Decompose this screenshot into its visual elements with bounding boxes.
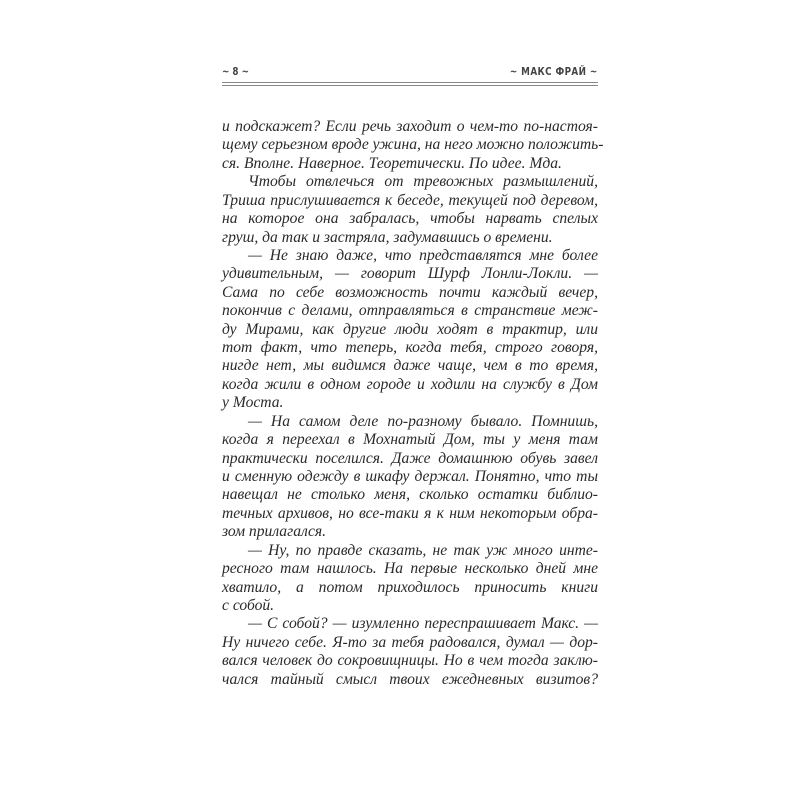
- text-line: щему серьезном вроде ужина, на него можно положить-: [222, 136, 604, 154]
- text-line: покончив с делами, отправляться в странствие меж-: [222, 302, 598, 320]
- page-body-text: [222, 118, 604, 689]
- text-line: когда жили в одном городе и ходили на службу в Дом: [222, 375, 598, 393]
- text-line: с собой.: [222, 596, 275, 614]
- text-line: навещал не столько меня, сколько остатки библио-: [222, 486, 598, 504]
- text-line: и подскажет? Если речь заходит о чем-то по-настоя-: [222, 118, 598, 135]
- text-line: груш, да так и застряла, задумавшись о времени.: [222, 228, 553, 246]
- text-line: практически поселился. Даже домашнюю обувь завел: [222, 449, 598, 467]
- text-line: — С собой? — изумленно переспрашивает Макс. —: [248, 615, 598, 633]
- text-line: — На самом деле по-разному бывало. Помнишь,: [248, 412, 598, 430]
- header-rule: [222, 82, 598, 83]
- text-line: течных архивов, но все-таки я к ним некоторым обра-: [222, 504, 598, 522]
- text-line: вался человек до сокровищницы. Но в чем тогда заклю-: [222, 652, 598, 670]
- text-line: у Моста.: [222, 394, 284, 412]
- text-line: Ну ничего себе. Я-то за тебя радовался, думал — дор-: [222, 633, 598, 651]
- text-line: чался тайный смысл твоих ежедневных визитов?: [222, 670, 598, 688]
- running-header: [222, 64, 598, 80]
- text-line: нигде нет, мы видимся даже чаще, чем в то время,: [222, 357, 598, 375]
- text-line: ся. Вполне. Наверное. Теоретически. По идее. Мда.: [222, 154, 562, 172]
- header-rule: [222, 85, 598, 86]
- text-line: — Не знаю даже, что представлятся мне более: [248, 246, 598, 264]
- text-line: Триша прислушивается к беседе, текущей под деревом,: [222, 191, 598, 209]
- text-line: зом прилагался.: [222, 523, 327, 541]
- text-line: удивительным, — говорит Шурф Лонли-Локли. —: [222, 265, 598, 283]
- author-name: ~ МАКС ФРАЙ ~: [510, 65, 598, 78]
- text-line: ду Мирами, как другие люди ходят в трактир, или: [222, 320, 598, 338]
- text-line: хватило, а потом приходилось приносить книги: [222, 578, 598, 596]
- text-line: ресного там нашлось. На первые несколько дней мне: [222, 560, 598, 578]
- text-line: на которое она забралась, чтобы нарвать спелых: [222, 210, 598, 228]
- text-line: тот факт, что теперь, когда тебя, строго говоря,: [222, 339, 598, 357]
- text-line: и сменную одежду в шкафу держал. Понятно, что ты: [222, 468, 598, 486]
- text-line: Чтобы отвлечься от тревожных размышлений,: [248, 173, 598, 191]
- text-line: Сама по себе возможность почти каждый вечер,: [222, 283, 598, 301]
- text-line: когда я переехал в Мохнатый Дом, ты у меня там: [222, 431, 598, 449]
- page-number: ~ 8 ~: [222, 65, 249, 78]
- text-line: — Ну, по правде сказать, не так уж много инте-: [248, 541, 598, 559]
